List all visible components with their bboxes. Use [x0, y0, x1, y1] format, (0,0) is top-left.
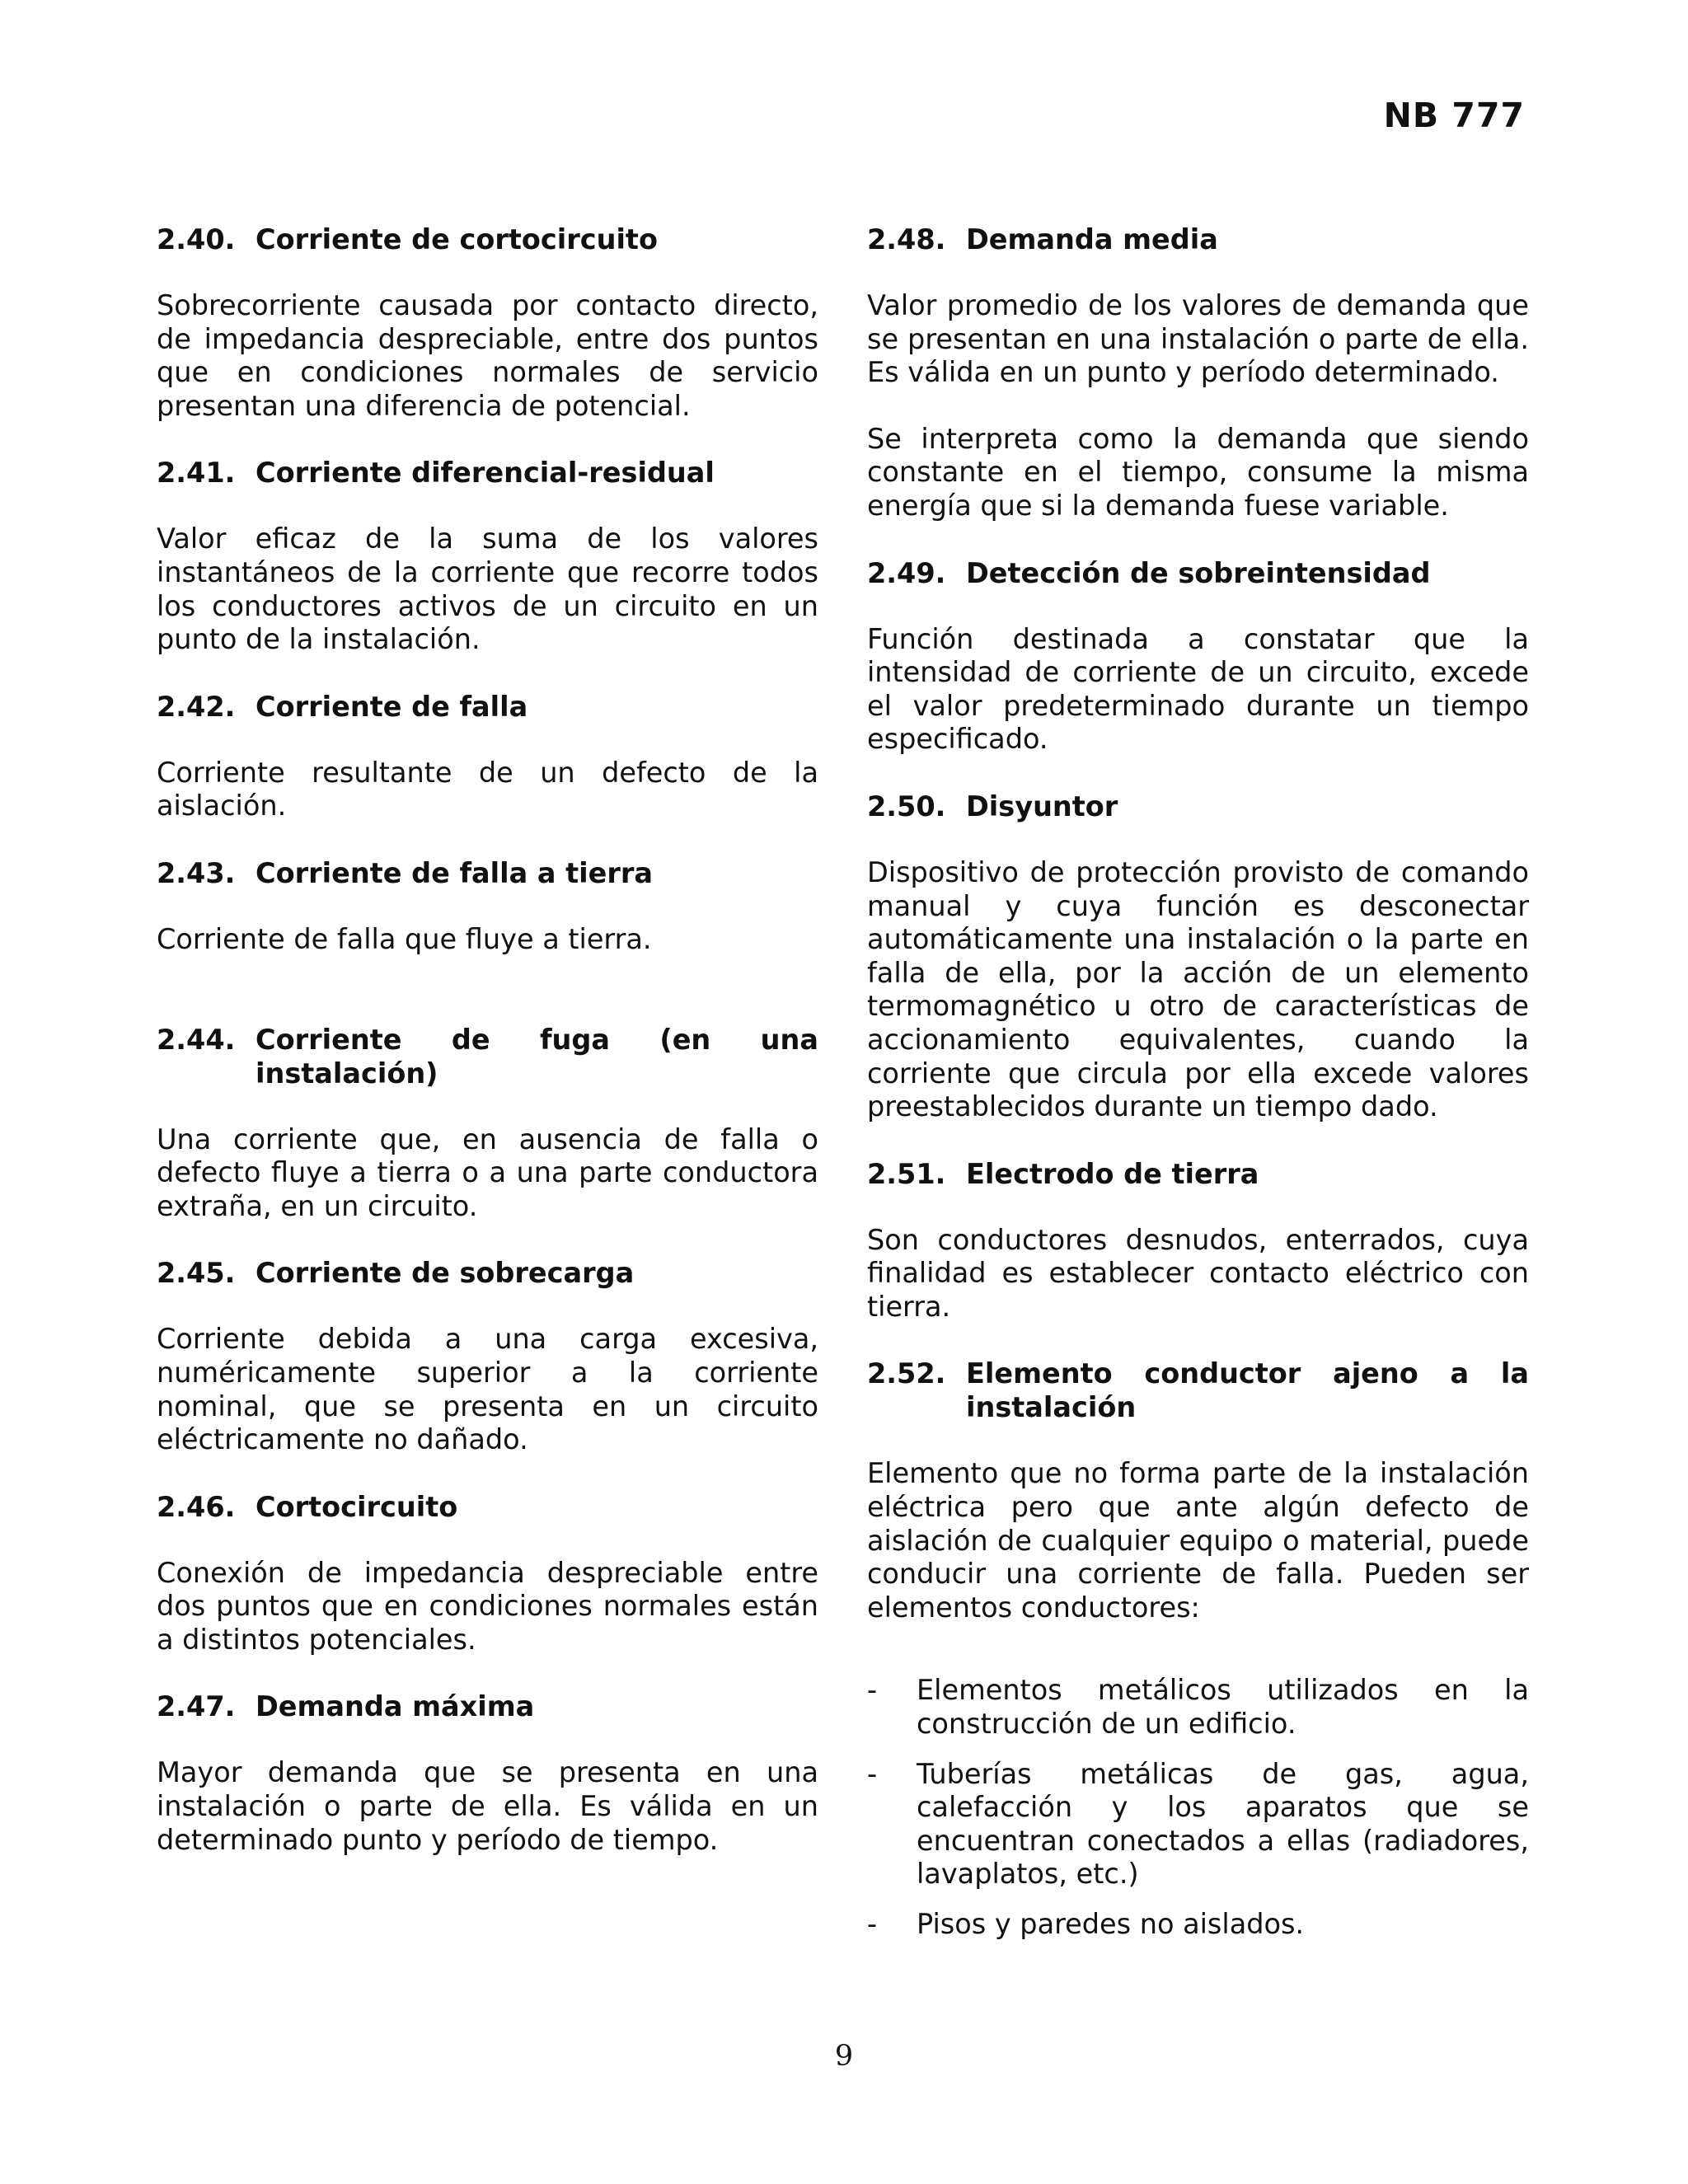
- section-title: Demanda media: [966, 223, 1218, 255]
- section-paragraph: Corriente resultante de un defecto de la aislación.: [157, 756, 818, 823]
- section-heading: [867, 556, 1529, 590]
- section-heading: [157, 690, 818, 724]
- section-number: 2.46.: [157, 1490, 236, 1523]
- section-number: 2.42.: [157, 690, 236, 723]
- document-code: NB 777: [1383, 96, 1525, 135]
- section-paragraph: Corriente debida a una carga excesiva, numéricamente superior a la corriente nominal, que se presenta en un circuito eléctricamente no dañado.: [157, 1323, 818, 1456]
- right-column: [867, 223, 1529, 1958]
- list-item-text: Tuberías metálicas de gas, agua, calefacción y los aparatos que se encuentran conectados a ellas (radiadores, lavaplatos, etc.): [917, 1757, 1529, 1891]
- section-number: 2.47.: [157, 1690, 236, 1723]
- section-paragraph: Elemento que no forma parte de la instalación eléctrica pero que ante algún defecto de aislación de cualquier equipo o material, puede conducir una corriente de falla. Pueden ser elementos conductores:: [867, 1457, 1529, 1624]
- definition-2-43: [157, 856, 818, 1023]
- list-item-text: Pisos y paredes no aislados.: [917, 1908, 1305, 1940]
- section-number: 2.45.: [157, 1257, 236, 1290]
- definition-2-45: [157, 1256, 818, 1456]
- bullet-list: [867, 1674, 1529, 1941]
- dash-bullet-icon: -: [867, 1757, 878, 1790]
- section-title: Detección de sobreintensidad: [966, 556, 1431, 589]
- definition-2-41: [157, 456, 818, 656]
- definition-2-47: [157, 1690, 818, 1857]
- section-paragraph: Son conductores desnudos, enterrados, cuya finalidad es establecer contacto eléctrico con tierra.: [867, 1223, 1529, 1323]
- section-title: Corriente de fuga (en una instalación): [256, 1023, 818, 1090]
- section-heading: [867, 223, 1529, 256]
- definition-2-50: [867, 790, 1529, 1124]
- section-title: Corriente de falla: [256, 690, 528, 723]
- section-paragraph: Dispositivo de protección provisto de comando manual y cuya función es desconectar automáticamente una instalación o la parte en falla de ella, por la acción de un elemento termomagnético u otro de características de accionamiento equivalentes, cuando la corriente que circula por ella excede valores preestablecidos durante un tiempo dado.: [867, 855, 1529, 1123]
- section-title: Electrodo de tierra: [966, 1157, 1259, 1190]
- section-paragraph: Sobrecorriente causada por contacto directo, de impedancia despreciable, entre dos puntos que en condiciones normales de servicio presentan una diferencia de potencial.: [157, 289, 818, 422]
- section-title: Corriente de sobrecarga: [256, 1257, 635, 1290]
- section-paragraph: Conexión de impedancia despreciable entre dos puntos que en condiciones normales están a distintos potenciales.: [157, 1556, 818, 1656]
- section-heading: [157, 1023, 818, 1090]
- section-number: 2.43.: [157, 856, 236, 889]
- section-paragraph: Corriente de falla que fluye a tierra.: [157, 922, 652, 955]
- section-number: 2.44.: [157, 1023, 236, 1056]
- section-number: 2.52.: [867, 1357, 946, 1390]
- section-paragraph: Se interpreta como la demanda que siendo constante en el tiempo, consume la misma energía que si la demanda fuese variable.: [867, 422, 1529, 522]
- section-title: Corriente de falla a tierra: [256, 856, 654, 889]
- section-heading: [157, 456, 818, 490]
- section-paragraph: Valor promedio de los valores de demanda que se presentan en una instalación o parte de ella. Es válida en un punto y período determinado.: [867, 289, 1529, 389]
- left-column: [157, 223, 818, 1890]
- section-title: Corriente de cortocircuito: [256, 223, 658, 255]
- section-title: Disyuntor: [966, 790, 1118, 823]
- section-title: Cortocircuito: [256, 1490, 458, 1523]
- section-number: 2.40.: [157, 223, 236, 255]
- section-heading: [157, 1690, 818, 1723]
- section-number: 2.49.: [867, 556, 946, 589]
- list-item: [867, 1908, 1529, 1942]
- section-paragraph: Una corriente que, en ausencia de falla o defecto fluye a tierra o a una parte conductora extraña, en un circuito.: [157, 1122, 818, 1222]
- section-heading: [867, 1157, 1529, 1191]
- list-item-text: Elementos metálicos utilizados en la construcción de un edificio.: [917, 1674, 1529, 1741]
- dash-bullet-icon: -: [867, 1908, 878, 1940]
- section-heading: [867, 1357, 1529, 1424]
- section-heading: [867, 790, 1529, 823]
- section-paragraph: Valor eficaz de la suma de los valores instantáneos de la corriente que recorre todos los conductores activos de un circuito en un punto de la instalación.: [157, 523, 818, 656]
- section-number: 2.51.: [867, 1157, 946, 1190]
- section-title: Demanda máxima: [256, 1690, 535, 1723]
- section-title: Corriente diferencial-residual: [256, 457, 715, 490]
- section-paragraph: Mayor demanda que se presenta en una instalación o parte de ella. Es válida en un determinado punto y período de tiempo.: [157, 1756, 818, 1856]
- dash-bullet-icon: -: [867, 1674, 878, 1707]
- definition-2-42: [157, 690, 818, 823]
- list-item: [867, 1758, 1529, 1891]
- definition-2-52: [867, 1357, 1529, 1941]
- section-heading: [157, 1256, 818, 1290]
- vertical-gap: [867, 1657, 1529, 1674]
- section-heading: [157, 856, 818, 890]
- list-item: [867, 1674, 1529, 1741]
- page-number: 9: [834, 2040, 854, 2073]
- section-heading: [157, 223, 818, 256]
- section-number: 2.50.: [867, 790, 946, 823]
- definition-2-44: [157, 1023, 818, 1224]
- definition-2-48: [867, 223, 1529, 523]
- vertical-gap: [157, 990, 818, 1023]
- section-title: Elemento conductor ajeno a la instalación: [966, 1357, 1529, 1424]
- definition-2-46: [157, 1490, 818, 1657]
- definition-2-40: [157, 223, 818, 423]
- definition-2-51: [867, 1157, 1529, 1324]
- section-heading: [157, 1490, 818, 1524]
- section-number: 2.48.: [867, 223, 946, 255]
- section-paragraph: Función destinada a constatar que la intensidad de corriente de un circuito, excede el valor predeterminado durante un tiempo especificado.: [867, 622, 1529, 756]
- definition-2-49: [867, 556, 1529, 757]
- section-number: 2.41.: [157, 457, 236, 490]
